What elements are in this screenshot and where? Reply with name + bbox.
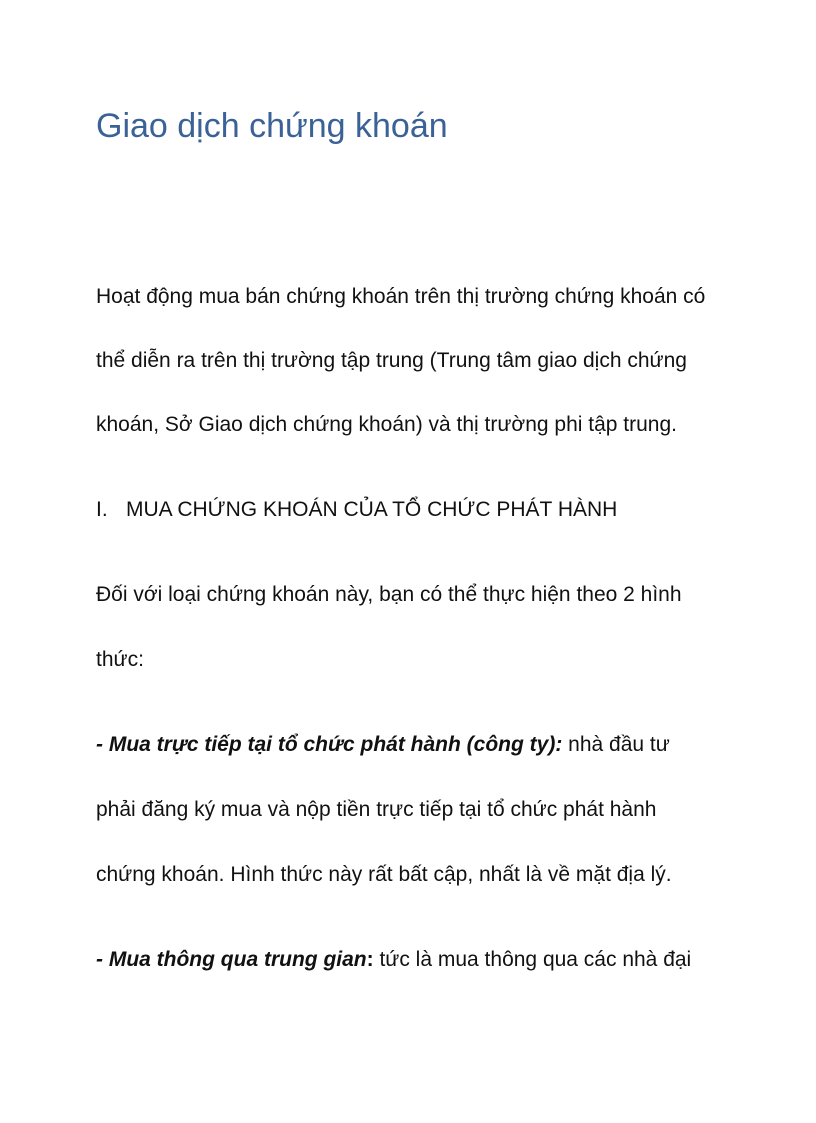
item-1-line-2: phải đăng ký mua và nộp tiền trực tiếp tại tổ chức phát hành <box>96 798 657 821</box>
document-title: Giao dịch chứng khoán <box>96 107 448 145</box>
item-2-label: - Mua thông qua trung gian <box>96 948 367 971</box>
section-lead-line-2: thức: <box>96 648 144 671</box>
section-heading-text: MUA CHỨNG KHOÁN CỦA TỔ CHỨC PHÁT HÀNH <box>126 498 618 521</box>
intro-line-1: Hoạt động mua bán chứng khoán trên thị trường chứng khoán có <box>96 285 706 308</box>
item-1-first-line <box>96 730 670 760</box>
intro-line-2: thể diễn ra trên thị trường tập trung (Trung tâm giao dịch chứng <box>96 349 687 372</box>
item-2-colon: : <box>366 948 374 971</box>
item-2-text-first: tức là mua thông qua các nhà đại <box>373 948 692 971</box>
item-2-first-line <box>96 945 691 975</box>
section-number: I. <box>96 498 108 521</box>
section-lead-line-1: Đối với loại chứng khoán này, bạn có thể thực hiện theo 2 hình <box>96 583 682 606</box>
item-1-label: - Mua trực tiếp tại tổ chức phát hành (công ty): <box>96 733 563 756</box>
intro-line-3: khoán, Sở Giao dịch chứng khoán) và thị trường phi tập trung. <box>96 413 677 436</box>
item-1-line-3: chứng khoán. Hình thức này rất bất cập, nhất là về mặt địa lý. <box>96 863 672 886</box>
section-heading <box>96 495 617 525</box>
item-1-text-first: nhà đầu tư <box>562 733 670 756</box>
